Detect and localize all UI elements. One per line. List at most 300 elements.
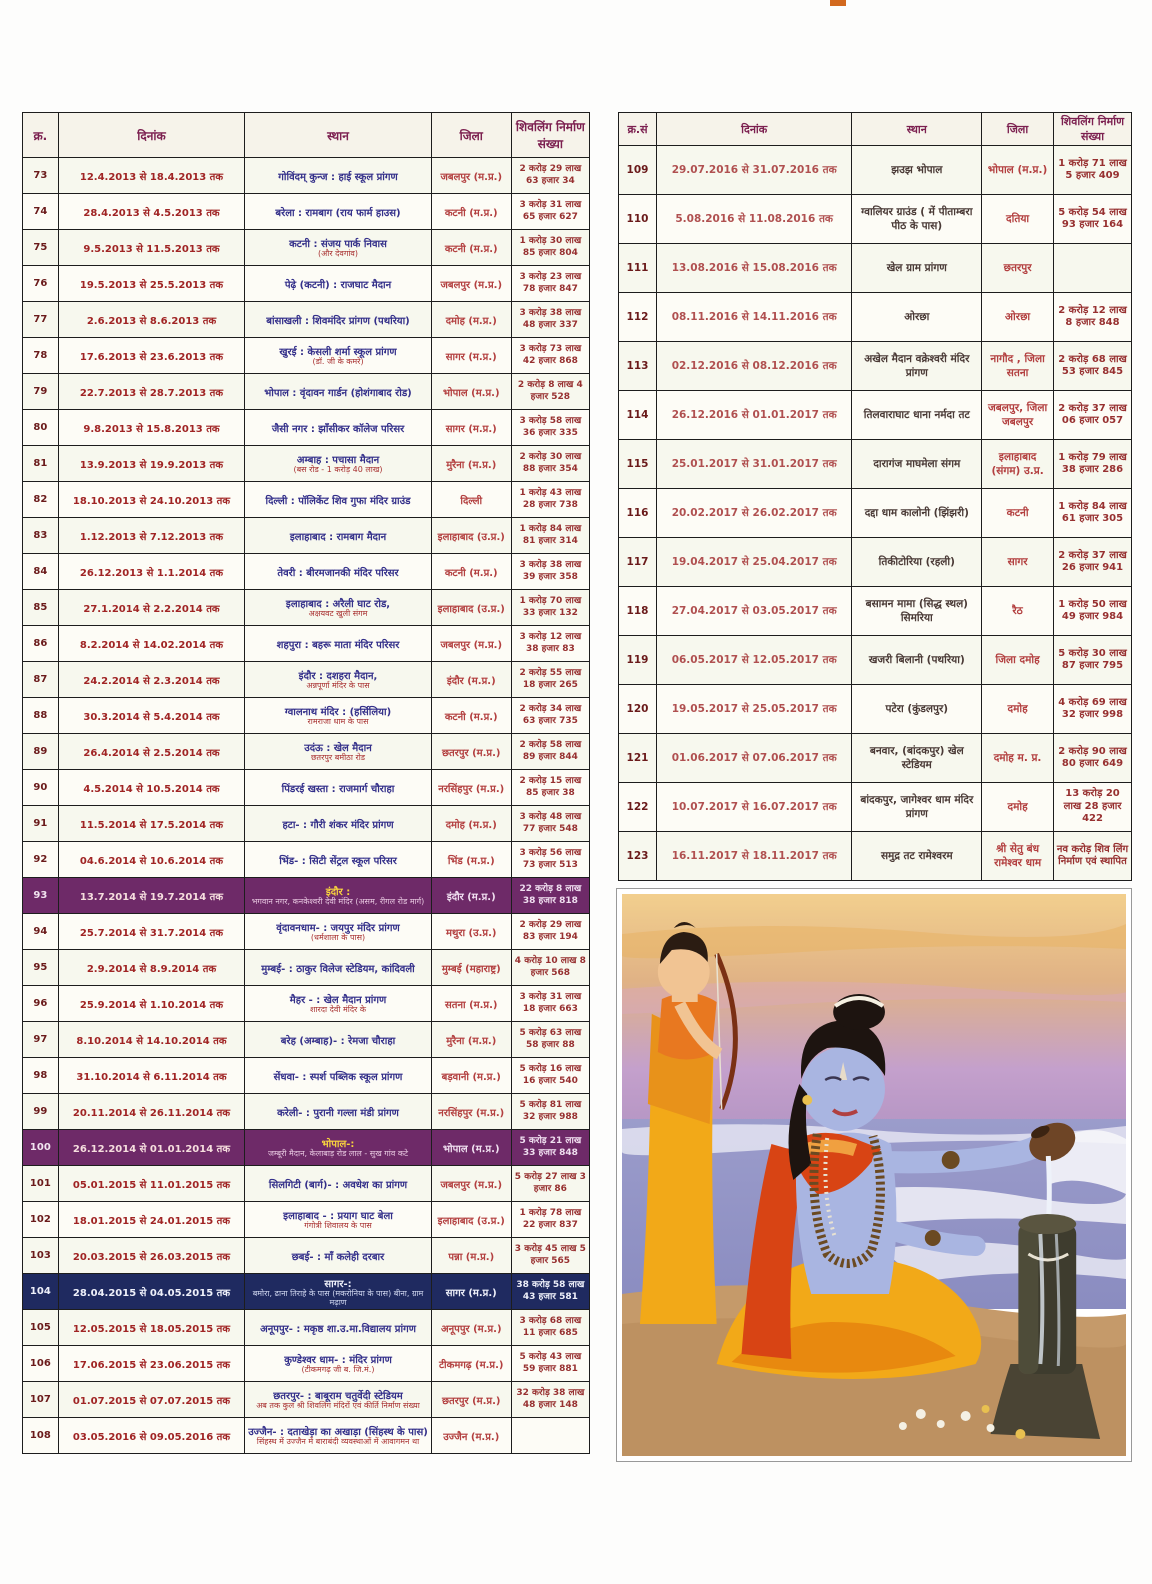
date-cell: 16.11.2017 से 18.11.2017 तक bbox=[656, 832, 851, 881]
place-name: भोपाल-: bbox=[321, 1139, 355, 1151]
date-cell: 22.7.2013 से 28.7.2013 तक bbox=[58, 374, 245, 410]
place-name: खेल ग्राम प्रांगण bbox=[886, 262, 947, 274]
date-cell: 9.8.2013 से 15.8.2013 तक bbox=[58, 410, 245, 446]
date-cell: 26.4.2014 से 2.5.2014 तक bbox=[58, 734, 245, 770]
no-cell: 91 bbox=[23, 806, 59, 842]
place-name: इलाहाबाद : रामबाग मैदान bbox=[289, 531, 387, 543]
district-cell: दमोह bbox=[982, 685, 1054, 734]
place-name: जैसी नगर : झाँसीकर कॉलेज परिसर bbox=[271, 423, 405, 435]
place-cell bbox=[245, 554, 432, 590]
table-row bbox=[619, 489, 1132, 538]
no-cell: 101 bbox=[23, 1166, 59, 1202]
place-note: जम्बूरी मैदान, केलाबाड़ रोड लाल - सुख गांव कटे bbox=[268, 1149, 409, 1159]
no-cell: 112 bbox=[619, 293, 657, 342]
count-cell: 2 करोड़ 12 लाख 8 हजार 848 bbox=[1054, 293, 1132, 342]
district-cell: उज्जैन (म.प्र.) bbox=[431, 1418, 511, 1454]
place-name: पटेरा (कुंडलपुर) bbox=[885, 703, 949, 715]
place-name: तेवरी : बीरमजानकी मंदिर परिसर bbox=[277, 567, 399, 579]
place-name: झउझ भोपाल bbox=[891, 164, 943, 176]
no-cell: 89 bbox=[23, 734, 59, 770]
table-row bbox=[23, 1238, 590, 1274]
table-row bbox=[23, 266, 590, 302]
table-row bbox=[619, 538, 1132, 587]
place-cell bbox=[245, 1166, 432, 1202]
date-cell: 11.5.2014 से 17.5.2014 तक bbox=[58, 806, 245, 842]
no-cell: 119 bbox=[619, 636, 657, 685]
count-cell: 3 करोड़ 31 लाख 65 हजार 627 bbox=[511, 194, 589, 230]
place-cell bbox=[245, 302, 432, 338]
date-cell: 30.3.2014 से 5.4.2014 तक bbox=[58, 698, 245, 734]
table-row bbox=[23, 734, 590, 770]
place-name: करेली- : पुरानी गल्ला मंडी प्रांगण bbox=[277, 1107, 399, 1119]
table-row bbox=[619, 342, 1132, 391]
district-cell: टीकमगढ़ (म.प्र.) bbox=[431, 1346, 511, 1382]
place-cell bbox=[245, 842, 432, 878]
date-cell: 20.11.2014 से 26.11.2014 तक bbox=[58, 1094, 245, 1130]
count-cell: 2 करोड़ 58 लाख 89 हजार 844 bbox=[511, 734, 589, 770]
column-header: स्थान bbox=[852, 113, 982, 146]
no-cell: 90 bbox=[23, 770, 59, 806]
date-cell: 8.10.2014 से 14.10.2014 तक bbox=[58, 1022, 245, 1058]
table-row bbox=[23, 950, 590, 986]
table-row bbox=[23, 590, 590, 626]
count-cell: 1 करोड़ 43 लाख 28 हजार 738 bbox=[511, 482, 589, 518]
district-cell: जबलपुर, जिला जबलपुर bbox=[982, 391, 1054, 440]
no-cell: 121 bbox=[619, 734, 657, 783]
table-header-row bbox=[619, 113, 1132, 146]
place-cell bbox=[245, 1274, 432, 1310]
water-stream bbox=[1048, 1156, 1049, 1224]
place-cell bbox=[245, 1310, 432, 1346]
count-cell: 22 करोड़ 8 लाख 38 हजार 818 bbox=[511, 878, 589, 914]
district-cell: जिला दमोह bbox=[982, 636, 1054, 685]
district-cell: सागर bbox=[982, 538, 1054, 587]
place-cell bbox=[245, 986, 432, 1022]
place-cell bbox=[245, 410, 432, 446]
district-cell: भोपाल (म.प्र.) bbox=[982, 146, 1054, 195]
district-cell: छतरपुर bbox=[982, 244, 1054, 293]
place-note: (धर्मशाला के पास) bbox=[310, 933, 366, 943]
no-cell: 116 bbox=[619, 489, 657, 538]
table-row bbox=[23, 1202, 590, 1238]
place-name: भोपाल : वृंदावन गार्डन (होशंगाबाद रोड) bbox=[264, 387, 412, 399]
no-cell: 97 bbox=[23, 1022, 59, 1058]
count-cell: 2 करोड़ 29 लाख 63 हजार 34 bbox=[511, 158, 589, 194]
district-cell: इलाहाबाद (उ.प्र.) bbox=[431, 518, 511, 554]
count-cell: 2 करोड़ 55 लाख 18 हजार 265 bbox=[511, 662, 589, 698]
place-name: मुम्बई- : ठाकुर विलेज स्टेडियम, कांदिवली bbox=[261, 963, 415, 975]
count-cell: 1 करोड़ 30 लाख 85 हजार 804 bbox=[511, 230, 589, 266]
date-cell: 29.07.2016 से 31.07.2016 तक bbox=[656, 146, 851, 195]
place-cell bbox=[852, 342, 982, 391]
count-cell: 2 करोड़ 90 लाख 80 हजार 649 bbox=[1054, 734, 1132, 783]
count-cell: 5 करोड़ 54 लाख 93 हजार 164 bbox=[1054, 195, 1132, 244]
date-cell: 18.10.2013 से 24.10.2013 तक bbox=[58, 482, 245, 518]
no-cell: 77 bbox=[23, 302, 59, 338]
table-row bbox=[23, 1382, 590, 1418]
table-row bbox=[23, 1274, 590, 1310]
no-cell: 123 bbox=[619, 832, 657, 881]
date-cell: 20.03.2015 से 26.03.2015 तक bbox=[58, 1238, 245, 1274]
count-cell: 13 करोड़ 20 लाख 28 हजार 422 bbox=[1054, 783, 1132, 832]
no-cell: 73 bbox=[23, 158, 59, 194]
date-cell: 02.12.2016 से 08.12.2016 तक bbox=[656, 342, 851, 391]
place-cell bbox=[245, 1130, 432, 1166]
place-name: दिल्ली : पॉलिकेंट शिव गुफा मंदिर ग्राउंड bbox=[265, 495, 411, 507]
count-cell: 3 करोड़ 58 लाख 36 हजार 335 bbox=[511, 410, 589, 446]
count-cell: 1 करोड़ 84 लाख 81 हजार 314 bbox=[511, 518, 589, 554]
count-cell: 2 करोड़ 8 लाख 4 हजार 528 bbox=[511, 374, 589, 410]
date-cell: 08.11.2016 से 14.11.2016 तक bbox=[656, 293, 851, 342]
no-cell: 104 bbox=[23, 1274, 59, 1310]
place-cell bbox=[245, 446, 432, 482]
date-cell: 25.7.2014 से 31.7.2014 तक bbox=[58, 914, 245, 950]
district-cell: नागौद , जिला सतना bbox=[982, 342, 1054, 391]
no-cell: 120 bbox=[619, 685, 657, 734]
place-name: पेढ़े (कटनी) : राजघाट मैदान bbox=[284, 279, 392, 291]
place-name: समुद्र तट रामेश्वरम bbox=[880, 850, 953, 862]
table-row bbox=[619, 587, 1132, 636]
place-note: (टीकमगढ़ जी ब. जि.मं.) bbox=[301, 1365, 375, 1375]
date-cell: 28.4.2013 से 4.5.2013 तक bbox=[58, 194, 245, 230]
district-cell: सतना (म.प्र.) bbox=[431, 986, 511, 1022]
place-name: खुरई : केसली शर्मा स्कूल प्रांगण bbox=[279, 347, 397, 359]
no-cell: 100 bbox=[23, 1130, 59, 1166]
place-cell bbox=[245, 158, 432, 194]
date-cell: 26.12.2014 से 01.01.2014 तक bbox=[58, 1130, 245, 1166]
district-cell: नरसिंहपुर (म.प्र.) bbox=[431, 770, 511, 806]
no-cell: 105 bbox=[23, 1310, 59, 1346]
date-cell: 17.6.2013 से 23.6.2013 तक bbox=[58, 338, 245, 374]
district-cell: नरसिंहपुर (म.प्र.) bbox=[431, 1094, 511, 1130]
table-row bbox=[23, 770, 590, 806]
deity-artwork bbox=[616, 888, 1132, 1462]
place-cell bbox=[245, 482, 432, 518]
district-cell: कटनी (म.प्र.) bbox=[431, 554, 511, 590]
district-cell: पन्ना (म.प्र.) bbox=[431, 1238, 511, 1274]
district-cell: सागर (म.प्र.) bbox=[431, 410, 511, 446]
no-cell: 79 bbox=[23, 374, 59, 410]
district-cell: इलाहाबाद (उ.प्र.) bbox=[431, 1202, 511, 1238]
place-note: रामराजा धाम के पास bbox=[307, 717, 369, 727]
place-note: भगवान नगर, कनकेश्वरी देवी मंदिर (असम, रीगल रोड मार्ग) bbox=[251, 897, 425, 907]
date-cell: 03.05.2016 से 09.05.2016 तक bbox=[58, 1418, 245, 1454]
table-row bbox=[23, 338, 590, 374]
no-cell: 88 bbox=[23, 698, 59, 734]
place-name: शहपुरा : बहरू माता मंदिर परिसर bbox=[276, 639, 400, 651]
count-cell: 5 करोड़ 30 लाख 87 हजार 795 bbox=[1054, 636, 1132, 685]
date-cell: 01.07.2015 से 07.07.2015 तक bbox=[58, 1382, 245, 1418]
scan-mark bbox=[830, 0, 846, 6]
place-name: खजरी बिलानी (पथरिया) bbox=[868, 654, 965, 666]
district-cell: सागर (म.प्र.) bbox=[431, 338, 511, 374]
date-cell: 8.2.2014 से 14.02.2014 तक bbox=[58, 626, 245, 662]
date-cell: 27.04.2017 से 03.05.2017 तक bbox=[656, 587, 851, 636]
place-name: बसामन मामा (सिद्ध स्थल) सिमरिया bbox=[865, 598, 968, 624]
table-row bbox=[23, 1058, 590, 1094]
place-name: सिलगिटी (बार्ग)- : अवधेश का प्रांगण bbox=[268, 1179, 408, 1191]
district-cell: अनूपपुर (म.प्र.) bbox=[431, 1310, 511, 1346]
place-name: इंदौर : bbox=[325, 887, 351, 899]
date-cell: 10.07.2017 से 16.07.2017 तक bbox=[656, 783, 851, 832]
place-name: ग्वालनाथ मंदिर : (हर्सिलिया) bbox=[284, 707, 392, 719]
no-cell: 98 bbox=[23, 1058, 59, 1094]
date-cell: 25.9.2014 से 1.10.2014 तक bbox=[58, 986, 245, 1022]
district-cell: दमोह (म.प्र.) bbox=[431, 806, 511, 842]
date-cell: 4.5.2014 से 10.5.2014 तक bbox=[58, 770, 245, 806]
place-name: इंदौर : दशहरा मैदान, bbox=[298, 671, 378, 683]
place-cell bbox=[852, 146, 982, 195]
table-row bbox=[23, 482, 590, 518]
no-cell: 80 bbox=[23, 410, 59, 446]
count-cell: 3 करोड़ 45 लाख 5 हजार 565 bbox=[511, 1238, 589, 1274]
count-cell: 5 करोड़ 43 लाख 59 हजार 881 bbox=[511, 1346, 589, 1382]
column-header: दिनांक bbox=[58, 113, 245, 158]
table-row bbox=[619, 685, 1132, 734]
place-cell bbox=[852, 685, 982, 734]
place-cell bbox=[245, 1094, 432, 1130]
place-cell bbox=[245, 806, 432, 842]
table-row bbox=[23, 662, 590, 698]
table-row bbox=[23, 1166, 590, 1202]
place-name: छतरपुर- : बाबूराम चतुर्वेदी स्टेडियम bbox=[273, 1391, 403, 1403]
place-note: (और देवगांव) bbox=[318, 249, 358, 259]
date-cell: 17.06.2015 से 23.06.2015 तक bbox=[58, 1346, 245, 1382]
place-cell bbox=[245, 266, 432, 302]
date-cell: 28.04.2015 से 04.05.2015 तक bbox=[58, 1274, 245, 1310]
date-cell: 2.6.2013 से 8.6.2013 तक bbox=[58, 302, 245, 338]
district-cell: मुरैना (म.प्र.) bbox=[431, 1022, 511, 1058]
district-cell: मुम्बई (महाराष्ट्र) bbox=[431, 950, 511, 986]
date-cell: 13.08.2016 से 15.08.2016 तक bbox=[656, 244, 851, 293]
table-row bbox=[23, 806, 590, 842]
count-cell: 3 करोड़ 56 लाख 73 हजार 513 bbox=[511, 842, 589, 878]
place-name: ओरछा bbox=[904, 311, 930, 323]
table-row bbox=[23, 842, 590, 878]
count-cell: 2 करोड़ 30 लाख 88 हजार 354 bbox=[511, 446, 589, 482]
table-row bbox=[23, 1310, 590, 1346]
district-cell: मथुरा (उ.प्र.) bbox=[431, 914, 511, 950]
place-cell bbox=[245, 626, 432, 662]
column-header: शिवलिंग निर्माण संख्या bbox=[1054, 113, 1132, 146]
date-cell: 27.1.2014 से 2.2.2014 तक bbox=[58, 590, 245, 626]
column-header: जिला bbox=[982, 113, 1054, 146]
district-cell: इलाहाबाद (उ.प्र.) bbox=[431, 590, 511, 626]
no-cell: 103 bbox=[23, 1238, 59, 1274]
place-note: (बस रोड - 1 करोड़ 40 लाख) bbox=[293, 465, 383, 475]
count-cell: नव करोड़ शिव लिंग निर्माण एवं स्थापित bbox=[1054, 832, 1132, 881]
table-row bbox=[619, 146, 1132, 195]
column-header: जिला bbox=[431, 113, 511, 158]
count-cell: 4 करोड़ 10 लाख 8 हजार 568 bbox=[511, 950, 589, 986]
no-cell: 93 bbox=[23, 878, 59, 914]
events-table-2013-2016 bbox=[22, 112, 590, 1454]
district-cell: मुरैना (म.प्र.) bbox=[431, 446, 511, 482]
no-cell: 115 bbox=[619, 440, 657, 489]
place-name: सागर-: bbox=[324, 1278, 352, 1290]
district-cell: बड़वानी (म.प्र.) bbox=[431, 1058, 511, 1094]
table-row bbox=[619, 832, 1132, 881]
no-cell: 114 bbox=[619, 391, 657, 440]
place-cell bbox=[245, 662, 432, 698]
place-name: कुण्डेश्वर धाम- : मंदिर प्रांगण bbox=[284, 1355, 392, 1367]
count-cell: 3 करोड़ 68 लाख 11 हजार 685 bbox=[511, 1310, 589, 1346]
table-row bbox=[23, 1418, 590, 1454]
place-cell bbox=[245, 698, 432, 734]
place-name: बनवार, (बांदकपुर) खेल स्टेडियम bbox=[869, 745, 964, 771]
date-cell: 13.9.2013 से 19.9.2013 तक bbox=[58, 446, 245, 482]
place-name: इलाहाबाद : अरैली घाट रोड, bbox=[285, 599, 391, 611]
date-cell: 13.7.2014 से 19.7.2014 तक bbox=[58, 878, 245, 914]
count-cell: 3 करोड़ 12 लाख 38 हजार 83 bbox=[511, 626, 589, 662]
date-cell: 9.5.2013 से 11.5.2013 तक bbox=[58, 230, 245, 266]
place-cell bbox=[852, 783, 982, 832]
place-cell bbox=[852, 587, 982, 636]
place-name: छबई- : माँ कलेही दरबार bbox=[291, 1251, 385, 1263]
count-cell bbox=[1054, 244, 1132, 293]
place-name: बांदकपुर, जागेश्वर धाम मंदिर प्रांगण bbox=[860, 794, 974, 820]
no-cell: 99 bbox=[23, 1094, 59, 1130]
no-cell: 111 bbox=[619, 244, 657, 293]
table-row bbox=[23, 1022, 590, 1058]
count-cell: 2 करोड़ 34 लाख 63 हजार 735 bbox=[511, 698, 589, 734]
count-cell: 5 करोड़ 21 लाख 33 हजार 848 bbox=[511, 1130, 589, 1166]
count-cell: 3 करोड़ 31 लाख 18 हजार 663 bbox=[511, 986, 589, 1022]
table-row bbox=[23, 194, 590, 230]
no-cell: 118 bbox=[619, 587, 657, 636]
place-cell bbox=[245, 770, 432, 806]
district-cell: इलाहाबाद (संगम) उ.प्र. bbox=[982, 440, 1054, 489]
place-name: बरेह (अम्बाह)- : रेमजा चौराहा bbox=[280, 1035, 396, 1047]
table-row bbox=[23, 302, 590, 338]
no-cell: 94 bbox=[23, 914, 59, 950]
place-name: भिंड- : सिटी सेंट्रल स्कूल परिसर bbox=[279, 855, 397, 867]
rama-shivling-painting bbox=[622, 894, 1126, 1456]
place-name: बरेला : रामबाग (राय फार्म हाउस) bbox=[275, 207, 401, 219]
place-cell bbox=[852, 195, 982, 244]
table-row bbox=[23, 374, 590, 410]
district-cell: कटनी (म.प्र.) bbox=[431, 230, 511, 266]
count-cell: 5 करोड़ 63 लाख 58 हजार 88 bbox=[511, 1022, 589, 1058]
table-row bbox=[619, 244, 1132, 293]
date-cell: 20.02.2017 से 26.02.2017 तक bbox=[656, 489, 851, 538]
district-cell: श्री सेतु बंध रामेश्वर धाम bbox=[982, 832, 1054, 881]
district-cell: दतिया bbox=[982, 195, 1054, 244]
district-cell: ओरछा bbox=[982, 293, 1054, 342]
column-header: क्र. bbox=[23, 113, 59, 158]
table-row bbox=[23, 158, 590, 194]
count-cell: 1 करोड़ 71 लाख 5 हजार 409 bbox=[1054, 146, 1132, 195]
place-name: अनूपपुर- : मकृष्ठ शा.उ.मा.विद्यालय प्रांगण bbox=[260, 1323, 416, 1335]
count-cell: 2 करोड़ 29 लाख 83 हजार 194 bbox=[511, 914, 589, 950]
place-name: उज्जैन- : दताखेड़ा का अखाड़ा (सिंहस्थ के पास) bbox=[248, 1427, 428, 1439]
count-cell: 1 करोड़ 78 लाख 22 हजार 837 bbox=[511, 1202, 589, 1238]
date-cell: 12.05.2015 से 18.05.2015 तक bbox=[58, 1310, 245, 1346]
table-row bbox=[23, 878, 590, 914]
date-cell: 25.01.2017 से 31.01.2017 तक bbox=[656, 440, 851, 489]
no-cell: 84 bbox=[23, 554, 59, 590]
table-row bbox=[23, 230, 590, 266]
table-row bbox=[23, 1130, 590, 1166]
place-note: अक्षयवट खुली संगम bbox=[308, 609, 368, 619]
column-header: शिवलिंग निर्माण संख्या bbox=[511, 113, 589, 158]
no-cell: 122 bbox=[619, 783, 657, 832]
date-cell: 26.12.2013 से 1.1.2014 तक bbox=[58, 554, 245, 590]
place-cell bbox=[852, 636, 982, 685]
district-cell: जबलपुर (म.प्र.) bbox=[431, 626, 511, 662]
district-cell: सागर (म.प्र.) bbox=[431, 1274, 511, 1310]
count-cell: 2 करोड़ 68 लाख 53 हजार 845 bbox=[1054, 342, 1132, 391]
place-cell bbox=[245, 734, 432, 770]
date-cell: 01.06.2017 से 07.06.2017 तक bbox=[656, 734, 851, 783]
table-header-row bbox=[23, 113, 590, 158]
place-note: अब तक कुल श्री शिवलिंग मंदिरों एवं कीर्ति निर्माण संख्या bbox=[256, 1401, 420, 1411]
no-cell: 81 bbox=[23, 446, 59, 482]
date-cell: 19.04.2017 से 25.04.2017 तक bbox=[656, 538, 851, 587]
date-cell: 18.01.2015 से 24.01.2015 तक bbox=[58, 1202, 245, 1238]
district-cell: इंदौर (म.प्र.) bbox=[431, 662, 511, 698]
district-cell: छतरपुर (म.प्र.) bbox=[431, 1382, 511, 1418]
place-name: उदंऊ : खेल मैदान bbox=[304, 743, 372, 755]
place-cell bbox=[245, 1058, 432, 1094]
place-cell bbox=[245, 914, 432, 950]
district-cell: भोपाल (म.प्र.) bbox=[431, 374, 511, 410]
place-cell bbox=[245, 590, 432, 626]
no-cell: 87 bbox=[23, 662, 59, 698]
date-cell: 26.12.2016 से 01.01.2017 तक bbox=[656, 391, 851, 440]
place-name: तिलवाराघाट धाना नर्मदा तट bbox=[863, 409, 970, 421]
table-row bbox=[23, 986, 590, 1022]
count-cell: 1 करोड़ 50 लाख 49 हजार 984 bbox=[1054, 587, 1132, 636]
no-cell: 113 bbox=[619, 342, 657, 391]
no-cell: 78 bbox=[23, 338, 59, 374]
district-cell: दमोह bbox=[982, 783, 1054, 832]
no-cell: 83 bbox=[23, 518, 59, 554]
place-name: बांसाखली : शिवमंदिर प्रांगण (पथरिया) bbox=[266, 315, 410, 327]
date-cell: 1.12.2013 से 7.12.2013 तक bbox=[58, 518, 245, 554]
count-cell: 32 करोड़ 38 लाख 48 हजार 148 bbox=[511, 1382, 589, 1418]
place-cell bbox=[852, 391, 982, 440]
place-cell bbox=[245, 1202, 432, 1238]
table-row bbox=[619, 636, 1132, 685]
date-cell: 2.9.2014 से 8.9.2014 तक bbox=[58, 950, 245, 986]
place-note: शारदा देवी मंदिर के bbox=[310, 1005, 367, 1015]
place-name: सेंधवा- : स्पर्श पब्लिक स्कूल प्रांगण bbox=[273, 1071, 403, 1083]
place-cell bbox=[245, 1022, 432, 1058]
no-cell: 76 bbox=[23, 266, 59, 302]
place-note: गंगोत्री शिवालय के पास bbox=[304, 1221, 372, 1231]
no-cell: 96 bbox=[23, 986, 59, 1022]
place-cell bbox=[852, 538, 982, 587]
district-cell: दमोह (म.प्र.) bbox=[431, 302, 511, 338]
no-cell: 92 bbox=[23, 842, 59, 878]
table-row bbox=[619, 440, 1132, 489]
date-cell: 31.10.2014 से 6.11.2014 तक bbox=[58, 1058, 245, 1094]
table-row bbox=[23, 698, 590, 734]
place-cell bbox=[245, 338, 432, 374]
table-row bbox=[23, 554, 590, 590]
place-cell bbox=[245, 878, 432, 914]
date-cell: 04.6.2014 से 10.6.2014 तक bbox=[58, 842, 245, 878]
count-cell: 2 करोड़ 15 लाख 85 हजार 38 bbox=[511, 770, 589, 806]
table-row bbox=[23, 410, 590, 446]
no-cell: 109 bbox=[619, 146, 657, 195]
no-cell: 82 bbox=[23, 482, 59, 518]
count-cell: 5 करोड़ 27 लाख 3 हजार 86 bbox=[511, 1166, 589, 1202]
place-cell bbox=[245, 1238, 432, 1274]
count-cell: 3 करोड़ 48 लाख 77 हजार 548 bbox=[511, 806, 589, 842]
no-cell: 75 bbox=[23, 230, 59, 266]
